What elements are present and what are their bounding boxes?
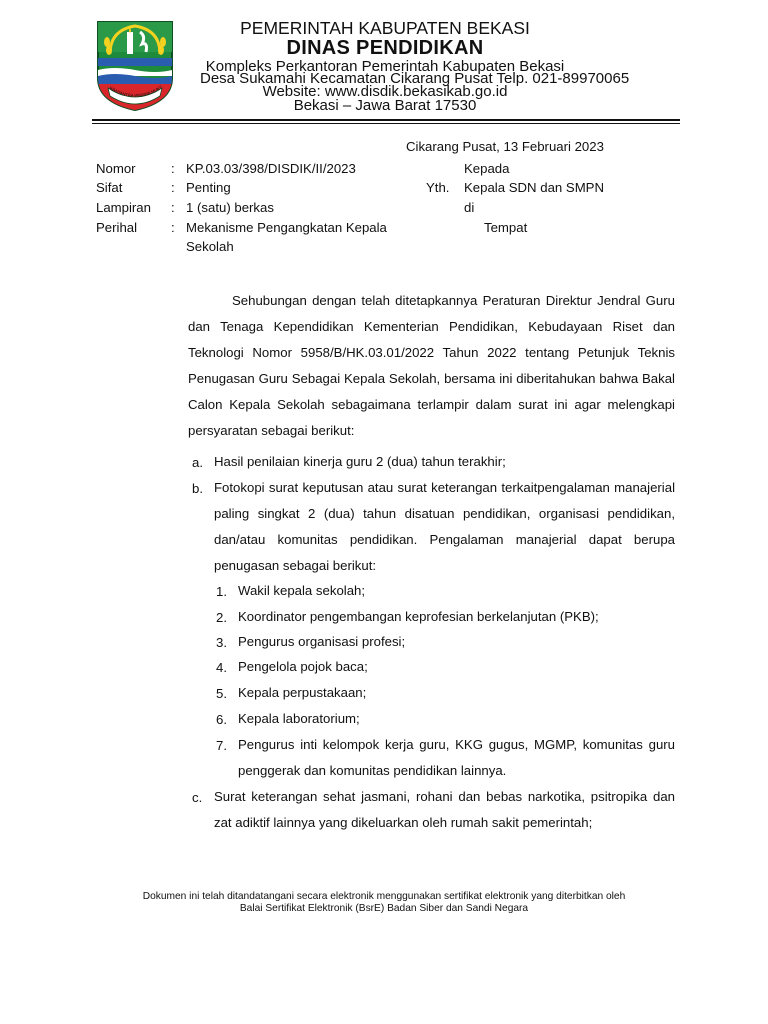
meta-colon: : [171,180,175,195]
item-letter: c. [192,790,203,805]
footer-line: Dokumen ini telah ditandatangani secara elektronik menggunakan sertifikat elektronik yang diterbitkan oleh [142,891,626,902]
regency-logo [94,18,176,112]
intro-paragraph: Sehubungan dengan telah ditetapkannya Peraturan Direktur Jendral Guru dan Tenaga Kependidikan Kementerian Pendidikan, Kebudayaan Riset dan Teknologi Nomor 5958/B/HK.03.01/2022 Tahun 2022 tentang Petunjuk Teknis Penugasan Guru Sebagai Kepala Sekolah, bersama ini diberitahukan bahwa Bakal Calon Kepala Sekolah sebagaimana terlampir dalam surat ini agar melengkapi persyaratan sebagai berikut: [188,293,675,438]
recipient-place: Tempat [484,220,528,235]
date-line: Cikarang Pusat, 13 Februari 2023 [406,139,604,154]
subitem-text: Koordinator pengembangan keprofesian berkelanjutan (PKB); [238,609,599,624]
meta-label: Perihal [96,220,138,235]
svg-text:SWANTANTRA WIBAWA MUKTI: WANTANTRA WIBAWA MUKT [108,84,163,99]
meta-colon: : [171,161,175,176]
address-line: Kompleks Perkantoran Pemerintah Kabupaten Bekasi [205,58,565,75]
subitem-text: Pengelola pojok baca; [238,659,368,674]
subitem-text: Kepala laboratorium; [238,711,360,726]
meta-row-lampiran [0,198,420,217]
meta-value: Mekanisme Pengangkatan Kepala Sekolah [186,220,387,254]
letterhead-rule-thin [92,123,680,124]
subitem-number: 5. [216,686,227,701]
meta-value: KP.03.03/398/DISDIK/II/2023 [186,161,356,176]
website-line: Website: www.disdik.bekasikab.go.id [262,83,508,100]
meta-label: Lampiran [96,200,151,215]
recipient-at: di [464,200,475,215]
item-text: Hasil penilaian kinerja guru 2 (dua) tahun terakhir; [214,454,506,469]
letterhead [200,0,630,118]
subitem-text: Pengurus organisasi profesi; [238,634,406,649]
subitem-number: 6. [216,712,227,727]
item-letter: a. [192,455,203,470]
item-text: Surat keterangan sehat jasmani, rohani dan bebas narkotika, psitropika dan zat adiktif lainnya yang dikeluarkan oleh rumah sakit pemerintah; [214,789,675,830]
item-letter: b. [192,481,203,496]
subitem-number: 3. [216,635,227,650]
government-name: PEMERINTAH KABUPATEN BEKASI [240,18,530,38]
meta-value: 1 (satu) berkas [186,200,274,215]
recipient-name: Kepala SDN dan SMPN [464,180,605,195]
address-line: Bekasi – Jawa Barat 17530 [293,97,477,114]
recipient-yth: Yth. [426,180,450,195]
meta-colon: : [171,220,175,235]
agency-name: DINAS PENDIDIKAN [286,37,484,59]
meta-label: Sifat [96,180,123,195]
meta-row-sifat [0,178,420,197]
meta-value: Penting [186,180,231,195]
meta-row-perihal [0,218,420,258]
subitem-number: 4. [216,660,227,675]
subitem-text: Wakil kepala sekolah; [238,583,366,598]
footer-line: Balai Sertifikat Elektronik (BsrE) Badan Siber dan Sandi Negara [239,903,529,914]
letterhead-rule [92,119,680,121]
recipient-to: Kepada [464,161,510,176]
subitem-number: 2. [216,610,227,625]
subitem-number: 7. [216,738,227,753]
meta-colon: : [171,200,175,215]
subitem-number: 1. [216,584,227,599]
subitem-text: Pengurus inti kelompok kerja guru, KKG gugus, MGMP, komunitas guru penggerak dan komunitas pendidikan lainnya. [238,737,675,778]
subitem-text: Kepala perpustakaan; [238,685,367,700]
meta-label: Nomor [96,161,136,176]
bekasi-emblem-icon [94,18,176,112]
esignature-footer [100,891,668,915]
meta-row-nomor [0,159,420,178]
item-text: Fotokopi surat keputusan atau surat keterangan terkaitpengalaman manajerial paling singkat 2 (dua) tahun disatuan pendidikan, organisasi pendidikan, dan/atau komunitas pendidikan. Pengalaman manajerial dapat berupa penugasan sebagai berikut: [214,480,675,573]
address-line: Desa Sukamahi Kecamatan Cikarang Pusat Telp. 021-89970065 [200,70,630,87]
